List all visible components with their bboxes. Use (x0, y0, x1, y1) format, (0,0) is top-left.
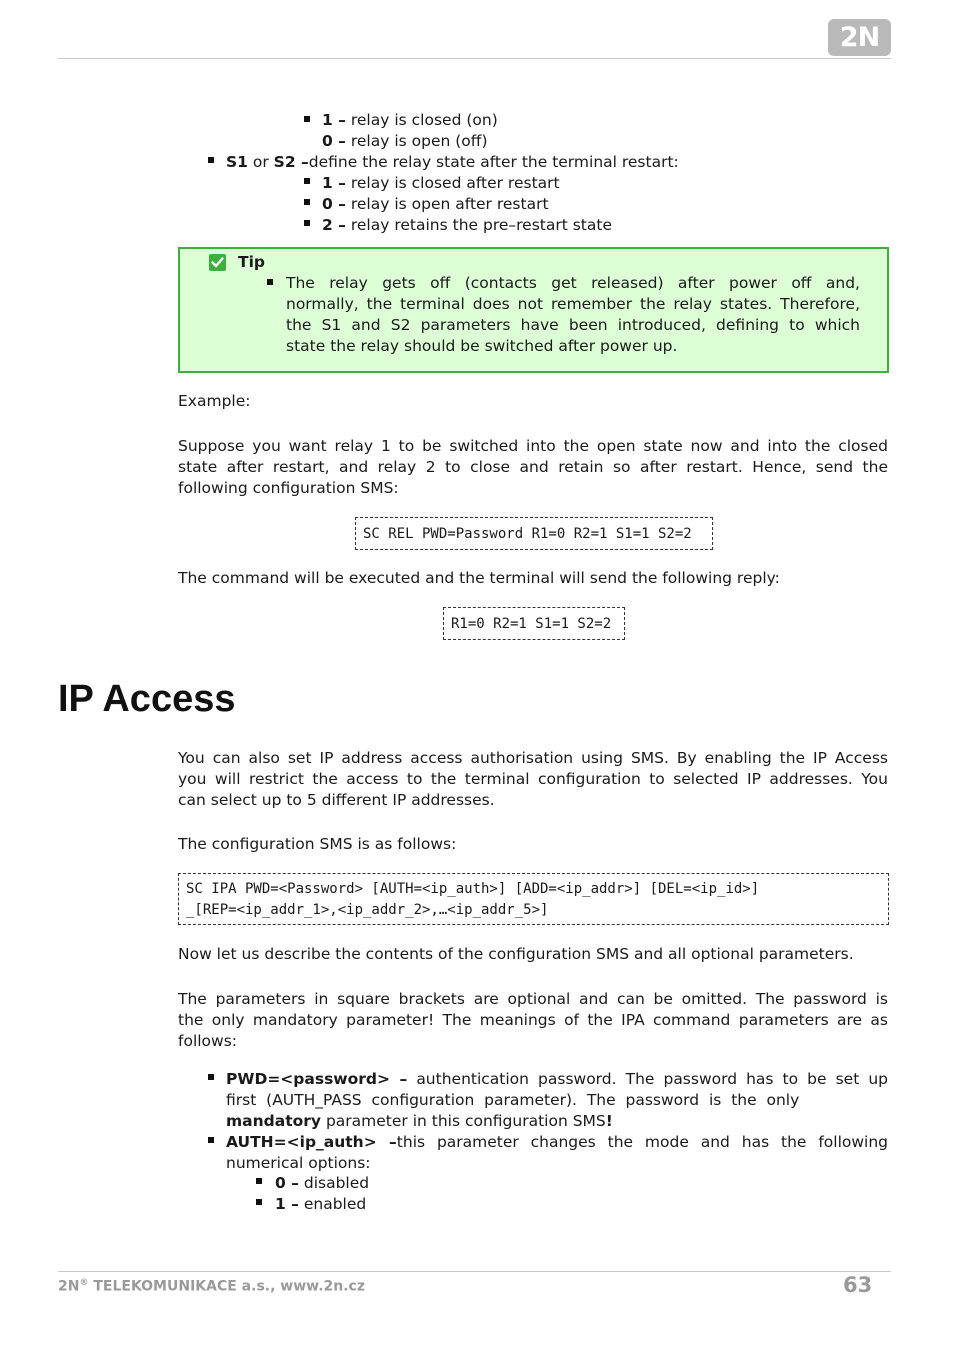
bullet-icon (304, 199, 310, 205)
bullet-icon (208, 1074, 214, 1080)
relay-open-item: 0 – relay is open (off) (322, 132, 488, 150)
section-title: IP Access (58, 678, 236, 720)
ip-access-paragraph: You can also set IP address access authorisation using SMS. By enabling the IP Access you will restrict the access to the terminal configuration to selected IP addresses. You can select up to 5 different IP addresses. (178, 749, 888, 809)
bullet-icon (256, 1178, 262, 1184)
code-ipa-command: SC IPA PWD=<Password> [AUTH=<ip_auth>] [ADD=<ip_addr>] [DEL=<ip_id>] _[REP=<ip_addr_1>,<ip_addr_2>,…<ip_addr_5>] (178, 873, 889, 925)
example-label: Example: (178, 392, 251, 410)
describe-paragraph: Now let us describe the contents of the configuration SMS and all optional parameters. (178, 945, 854, 963)
bullet-icon (304, 220, 310, 226)
code-rel-command: SC REL PWD=Password R1=0 R2=1 S1=1 S2=2 (355, 517, 713, 550)
tip-title: Tip (238, 253, 265, 271)
restart-open-item: 0 – relay is open after restart (322, 195, 549, 213)
config-intro: The configuration SMS is as follows: (178, 835, 457, 853)
header-divider (58, 58, 891, 59)
reply-intro: The command will be executed and the terminal will send the following reply: (178, 569, 780, 587)
relay-closed-item: 1 – relay is closed (on) (322, 111, 498, 129)
bullet-icon (304, 178, 310, 184)
2n-logo: 2N (828, 19, 891, 56)
bullet-icon (208, 157, 214, 163)
auth-option-disabled: 0 – disabled (275, 1174, 370, 1192)
code-reply: R1=0 R2=1 S1=1 S2=2 (443, 607, 625, 640)
checkmark-icon (209, 254, 226, 271)
restart-closed-item: 1 – relay is closed after restart (322, 174, 560, 192)
bullet-icon (267, 279, 273, 285)
tip-box (178, 247, 889, 373)
bullet-icon (208, 1137, 214, 1143)
restart-retain-item: 2 – relay retains the pre–restart state (322, 216, 612, 234)
example-paragraph: Suppose you want relay 1 to be switched into the open state now and into the closed state after restart, and relay 2 to close and retain so after restart. Hence, send the following configuration SMS: (178, 437, 888, 497)
bullet-icon (304, 116, 310, 122)
footer-divider (58, 1271, 891, 1272)
params-paragraph: The parameters in square brackets are optional and can be omitted. The password is the only mandatory parameter! The meanings of the IPA command parameters are as follows: (178, 990, 888, 1050)
footer-company: 2N® TELEKOMUNIKACE a.s., www.2n.cz (58, 1278, 365, 1295)
auth-option-enabled: 1 – enabled (275, 1195, 367, 1213)
s1-s2-item: S1 or S2 –define the relay state after the terminal restart: (226, 153, 679, 171)
tip-text: The relay gets off (contacts get released) after power off and, normally, the terminal does not remember the relay states. Therefore, the S1 and S2 parameters have been introduced, defining to which state the relay should be switched after power up. (286, 274, 860, 355)
pwd-parameter-item: PWD=<password> – authentication password. The password has to be set up first (AUTH_PASS configuration parameter). The password is the only mandatory parameter in this configuration SMS! (226, 1070, 888, 1130)
bullet-icon (256, 1199, 262, 1205)
page-number: 63 (843, 1273, 873, 1297)
auth-parameter-item: AUTH=<ip_auth> –this parameter changes the mode and has the following numerical options: (226, 1133, 889, 1172)
